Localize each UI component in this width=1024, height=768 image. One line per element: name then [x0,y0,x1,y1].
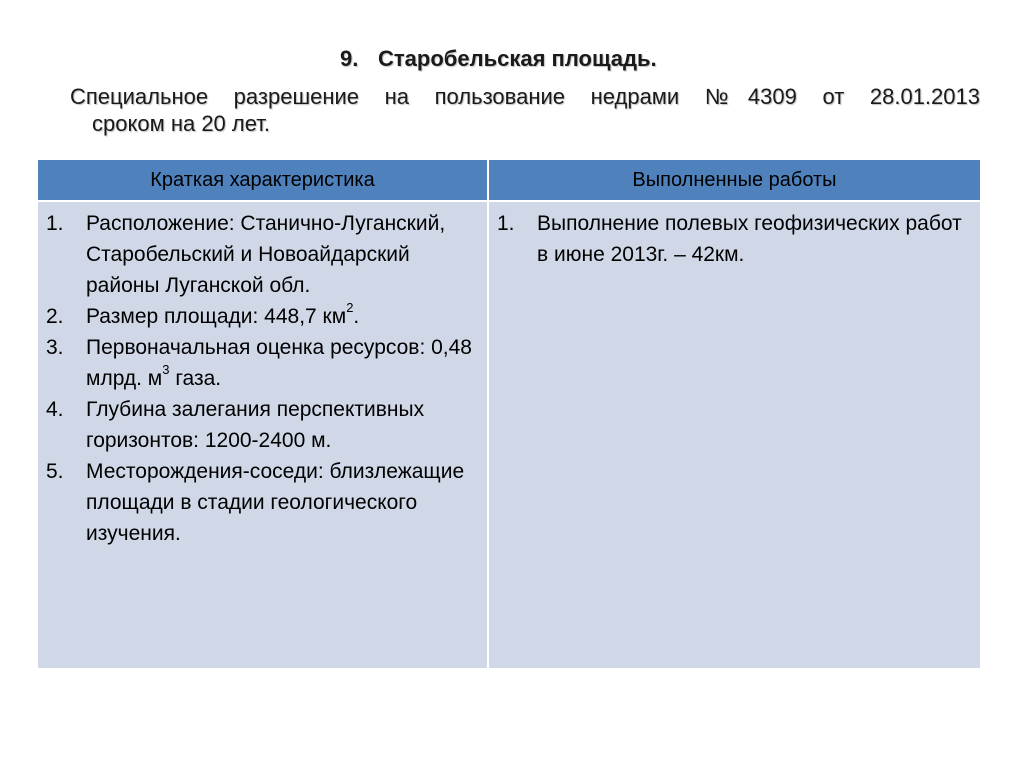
characteristics-cell [37,201,488,669]
superscript: 2 [346,300,354,315]
subtitle-line-2: сроком на 20 лет. [92,111,270,136]
list-item [46,332,477,394]
item-number: 2. [46,305,64,328]
header-works-done: Выполненные работы [488,159,981,201]
item-tail: газа. [169,367,222,390]
item-tail: . [353,305,360,328]
list-item [497,208,970,270]
header-characteristics: Краткая характеристика [37,159,488,201]
list-item [46,394,477,456]
subtitle-line-1: Специальное разрешение на пользование недрами №4309 от 28.01.2013 [70,84,980,109]
item-number: 5. [46,460,64,483]
item-text: Месторождения-соседи: близлежащие площади в стадии геологического изучения. [86,460,465,545]
item-text: Первоначальная оценка ресурсов: 0,48 млрд. м [86,336,472,390]
license-subtitle [70,83,980,137]
item-number: 3. [46,336,64,359]
item-text: Расположение: Станично-Луганский, Старобельский и Новоайдарский районы Луганской обл. [86,212,446,297]
slide-heading [340,46,657,72]
characteristics-list [46,208,477,549]
info-table [36,158,982,670]
list-item [46,208,477,301]
superscript: 3 [162,362,170,377]
heading-number: 9. [340,46,359,71]
heading-title: Старобельская площадь. [378,46,657,71]
table-header-row [37,159,981,201]
item-text: Выполнение полевых геофизических работ в июне 2013г. – 42км. [537,212,962,266]
item-text: Размер площади: 448,7 км [86,305,347,328]
works-done-cell [488,201,981,669]
item-number: 1. [497,212,515,235]
list-item [46,456,477,549]
item-text: Глубина залегания перспективных горизонтов: 1200-2400 м. [86,398,425,452]
list-item [46,301,477,332]
table-row [37,201,981,669]
item-number: 4. [46,398,64,421]
works-done-list [497,208,970,270]
item-number: 1. [46,212,64,235]
